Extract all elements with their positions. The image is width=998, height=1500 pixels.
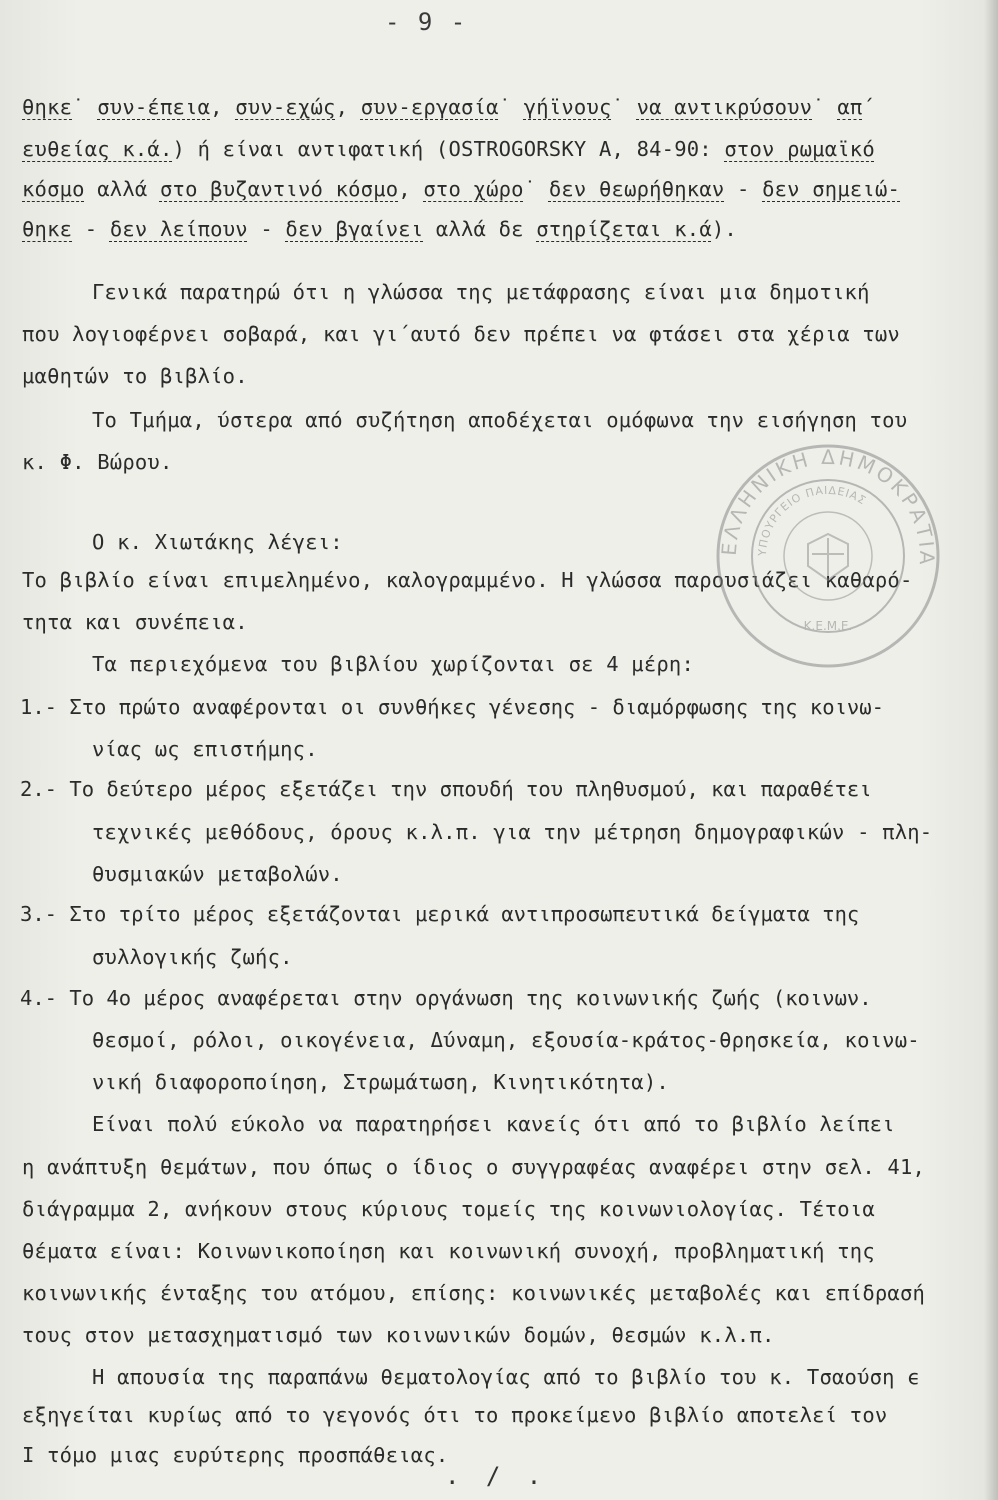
list-item-4-cont: θεσμοί, ρόλοι, οικογένεια, Δύναμη, εξουσία-κράτος-θρησκεία, κοινω- bbox=[92, 1028, 920, 1052]
continuation-mark: . / . bbox=[445, 1462, 548, 1490]
paragraph-line: Τα περιεχόμενα του βιβλίου χωρίζονται σε 4 μέρη: bbox=[92, 652, 695, 676]
underlined-word: θηκε bbox=[22, 95, 73, 119]
list-item-2: 2.- Το δεύτερο μέρος εξετάζει την σπουδή του πληθυσμού, και παραθέτει bbox=[20, 777, 872, 801]
text-fragment: αλλά δε bbox=[423, 217, 537, 241]
list-item-4-cont: νική διαφοροποίηση, Στρωμάτωση, Κινητικότητα). bbox=[92, 1070, 669, 1094]
text-fragment: - bbox=[72, 217, 110, 241]
text-fragment: ) ή είναι αντιφατική (OSTROGORSKY A, 84-90: bbox=[172, 137, 725, 161]
underlined-word: συν-εχώς bbox=[235, 95, 336, 119]
underlined-word: συν-εργασία bbox=[360, 95, 499, 119]
paragraph-line: Ι τόμο μιας ευρύτερης προσπάθειας. bbox=[22, 1443, 449, 1467]
paragraph-line: Η απουσία της παραπάνω θεματολογίας από το βιβλίο του κ. Τσαούση ϵ bbox=[92, 1365, 920, 1389]
text-fragment: ΄ bbox=[862, 95, 875, 119]
underlined-word: κόσμο bbox=[22, 177, 85, 201]
paragraph-line: εξηγείται κυρίως από το γεγονός ότι το προκείμενο βιβλίο αποτελεί τον bbox=[22, 1403, 888, 1427]
list-item-1: 1.- Στο πρώτο αναφέρονται οι συνθήκες γένεσης - διαμόρφωσης της κοινω- bbox=[20, 695, 884, 719]
paragraph-line: θέματα είναι: Κοινωνικοποίηση και κοινωνική συνοχή, προβληματική της bbox=[22, 1239, 875, 1263]
list-item-3: 3.- Στο τρίτο μέρος εξετάζονται μερικά αντιπροσωπευτικά δείγματα της bbox=[20, 902, 860, 926]
underlined-word: θηκε bbox=[22, 217, 73, 241]
text-fragment: ˙ bbox=[498, 95, 524, 119]
paragraph-line: κ. Φ. Βώρου. bbox=[22, 450, 173, 474]
underlined-word: δεν βγαίνει bbox=[285, 217, 424, 241]
paragraph-line: Είναι πολύ εύκολο να παρατηρήσει κανείς ότι από το βιβλίο λείπει bbox=[92, 1112, 895, 1136]
underlined-word: στηρίζεται κ.ά bbox=[536, 217, 712, 241]
list-item-4: 4.- Το 4ο μέρος αναφέρεται στην οργάνωση της κοινωνικής ζωής (κοινων. bbox=[20, 986, 872, 1010]
underlined-word: συν-έπεια bbox=[97, 95, 211, 119]
underlined-word: απ bbox=[837, 95, 863, 119]
paragraph-line: μαθητών το βιβλίο. bbox=[22, 364, 248, 388]
underlined-word: στον ρωμαϊκό bbox=[724, 137, 875, 161]
underlined-word: στο χώρο bbox=[423, 177, 524, 201]
svg-text:ΥΠΟΥΡΓΕΙΟ ΠΑΙΔΕΙΑΣ bbox=[756, 484, 869, 557]
text-fragment: - bbox=[247, 217, 286, 241]
seal-inner-text: ΥΠΟΥΡΓΕΙΟ ΠΑΙΔΕΙΑΣ bbox=[755, 483, 869, 557]
text-line-4 bbox=[22, 217, 737, 241]
underlined-word: γήϊνους bbox=[523, 95, 612, 119]
underlined-word: δεν σημειώ- bbox=[762, 177, 901, 201]
paragraph-line: τητα και συνέπεια. bbox=[22, 610, 248, 634]
list-item-2-cont: θυσμιακών μεταβολών. bbox=[92, 862, 343, 886]
text-line-1 bbox=[22, 95, 875, 119]
seal-outer-text: ΕΛΛΗΝΙΚΗ ΔΗΜΟΚΡΑΤΙΑ bbox=[716, 444, 940, 568]
underlined-word: στο βυζαντινό κόσμο bbox=[159, 177, 399, 201]
underlined-word: ευθείας κ.ά. bbox=[22, 137, 173, 161]
text-fragment: ˙ bbox=[72, 95, 98, 119]
paragraph-line: Το βιβλίο είναι επιμελημένο, καλογραμμένο. Η γλώσσα παρουσιάζει καθαρό- bbox=[22, 568, 913, 592]
paragraph-line: διάγραμμα 2, ανήκουν στους κύριους τομείς της κοινωνιολογίας. Τέτοια bbox=[22, 1197, 875, 1221]
text-fragment: ˙ bbox=[611, 95, 637, 119]
list-item-1-cont: νίας ως επιστήμης. bbox=[92, 737, 318, 761]
paragraph-line: που λογιοφέρνει σοβαρά, και γι΄αυτό δεν πρέπει να φτάσει στα χέρια των bbox=[22, 322, 900, 346]
paragraph-line: η ανάπτυξη θεμάτων, που όπως ο ίδιος ο συγγραφέας αναφέρει στην σελ. 41, bbox=[22, 1155, 926, 1179]
underlined-word: δεν θεωρήθηκαν bbox=[548, 177, 725, 201]
seal-bottom-text: Κ.Ε.Μ.Ε. bbox=[803, 619, 853, 633]
paragraph-line: Ο κ. Χιωτάκης λέγει: bbox=[92, 530, 343, 554]
page-edge-shadow bbox=[984, 0, 998, 1500]
text-fragment: , bbox=[398, 177, 424, 201]
page-number: - 9 - bbox=[385, 8, 468, 36]
text-line-2 bbox=[22, 137, 875, 161]
official-seal-icon bbox=[712, 440, 944, 672]
text-fragment: , bbox=[210, 95, 236, 119]
list-item-3-cont: συλλογικής ζωής. bbox=[92, 945, 293, 969]
paragraph-line: Το Τμήμα, ύστερα από συζήτηση αποδέχεται ομόφωνα την εισήγηση του bbox=[92, 408, 908, 432]
text-line-3 bbox=[22, 177, 900, 201]
text-fragment: ). bbox=[711, 217, 737, 241]
paragraph-line: τους στον μετασχηματισμό των κοινωνικών δομών, θεσμών κ.λ.π. bbox=[22, 1323, 775, 1347]
text-fragment: ˙ bbox=[812, 95, 838, 119]
text-fragment: ˙ bbox=[523, 177, 549, 201]
underlined-word: δεν λείπουν bbox=[109, 217, 248, 241]
paragraph-line: κοινωνικής ένταξης του ατόμου, επίσης: κοινωνικές μεταβολές και επίδρασή bbox=[22, 1281, 926, 1305]
text-fragment: αλλά bbox=[84, 177, 160, 201]
paragraph-line: Γενικά παρατηρώ ότι η γλώσσα της μετάφρασης είναι μια δημοτική bbox=[92, 280, 870, 304]
list-item-2-cont: τεχνικές μεθόδους, όρους κ.λ.π. για την μέτρηση δημογραφικών - πλη- bbox=[92, 820, 933, 844]
text-fragment: , bbox=[335, 95, 361, 119]
underlined-word: να αντικρύσουν bbox=[636, 95, 813, 119]
text-fragment: - bbox=[724, 177, 763, 201]
